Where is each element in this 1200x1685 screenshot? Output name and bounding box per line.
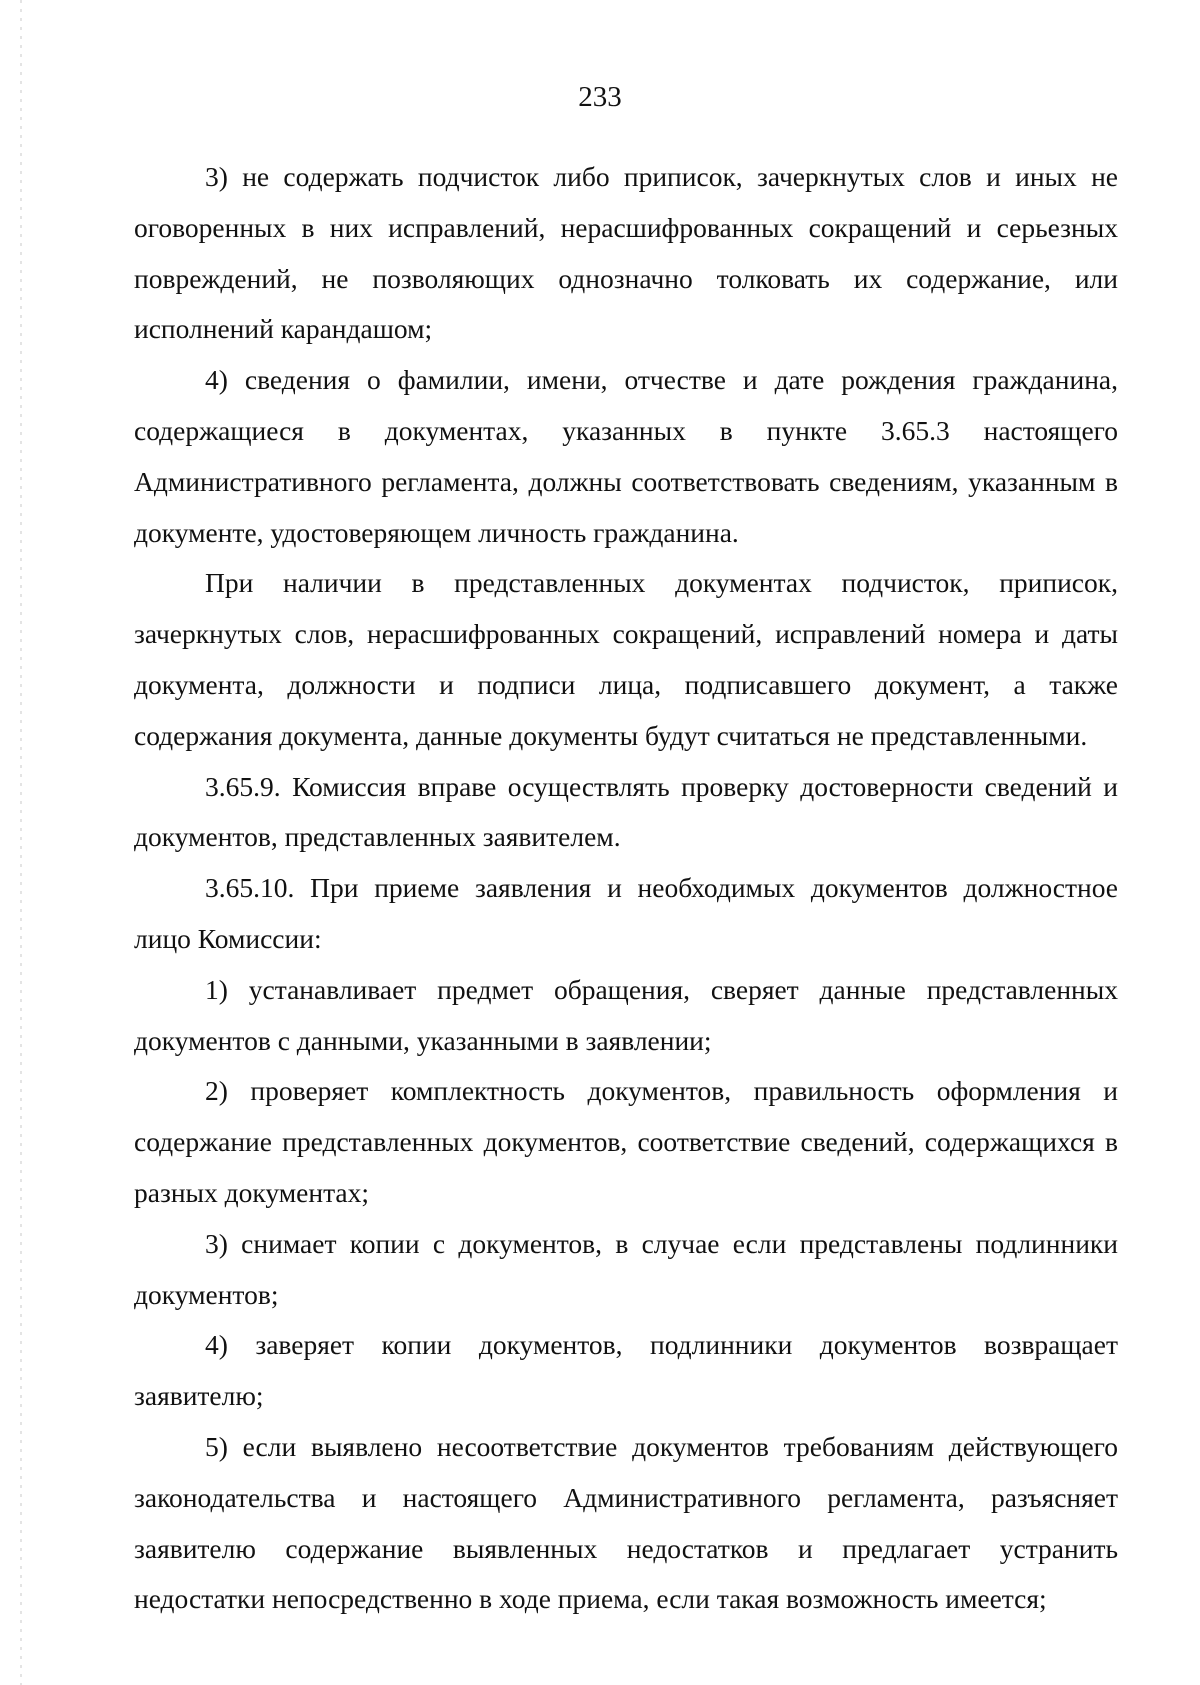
paragraph-step-5: 5) если выявлено несоответствие документов требованиям действующего законодательства и настоящего Административного регламента, разъясняет заявителю содержание выявленных недостатков и предлагает устранить недостатки непосредственно в ходе приема, если такая возможность имеется; (134, 1430, 1118, 1615)
paragraph-3-65-9: 3.65.9. Комиссия вправе осуществлять проверку достоверности сведений и документов, представленных заявителем. (134, 770, 1118, 853)
paragraph-item-3-requirements: 3) не содержать подчисток либо приписок, зачеркнутых слов и иных не оговоренных в них исправлений, нерасшифрованных сокращений и серьезных повреждений, не позволяющих однозначно толковать их содержание, или исполнений карандашом; (134, 161, 1118, 345)
paragraph-corrections-rule: При наличии в представленных документах подчисток, приписок, зачеркнутых слов, нерасшифрованных сокращений, исправлений номера и даты документа, должности и подписи лица, подписавшего документ, а также содержания документа, данные документы будут считаться не представленными. (134, 567, 1118, 751)
paragraph-step-3: 3) снимает копии с документов, в случае если представлены подлинники документов; (134, 1227, 1118, 1310)
paragraph-3-65-10: 3.65.10. При приеме заявления и необходимых документов должностное лицо Комиссии: (134, 872, 1118, 954)
paragraph-item-4-personal-data: 4) сведения о фамилии, имени, отчестве и дате рождения гражданина, содержащиеся в документах, указанных в пункте 3.65.3 настоящего Административного регламента, должны соответствовать сведениям, указанным в документе, удостоверяющем личность гражданина. (134, 364, 1118, 548)
page-number: 233 (578, 81, 622, 113)
scan-edge (20, 0, 22, 1685)
paragraph-step-4: 4) заверяет копии документов, подлинники документов возвращает заявителю; (134, 1329, 1118, 1412)
page-body (134, 152, 1118, 1625)
paragraph-step-1: 1) устанавливает предмет обращения, сверяет данные представленных документов с данными, указанными в заявлении; (134, 973, 1118, 1056)
paragraph-step-2: 2) проверяет комплектность документов, правильность оформления и содержание представленных документов, соответствие сведений, содержащихся в разных документах; (134, 1075, 1118, 1208)
